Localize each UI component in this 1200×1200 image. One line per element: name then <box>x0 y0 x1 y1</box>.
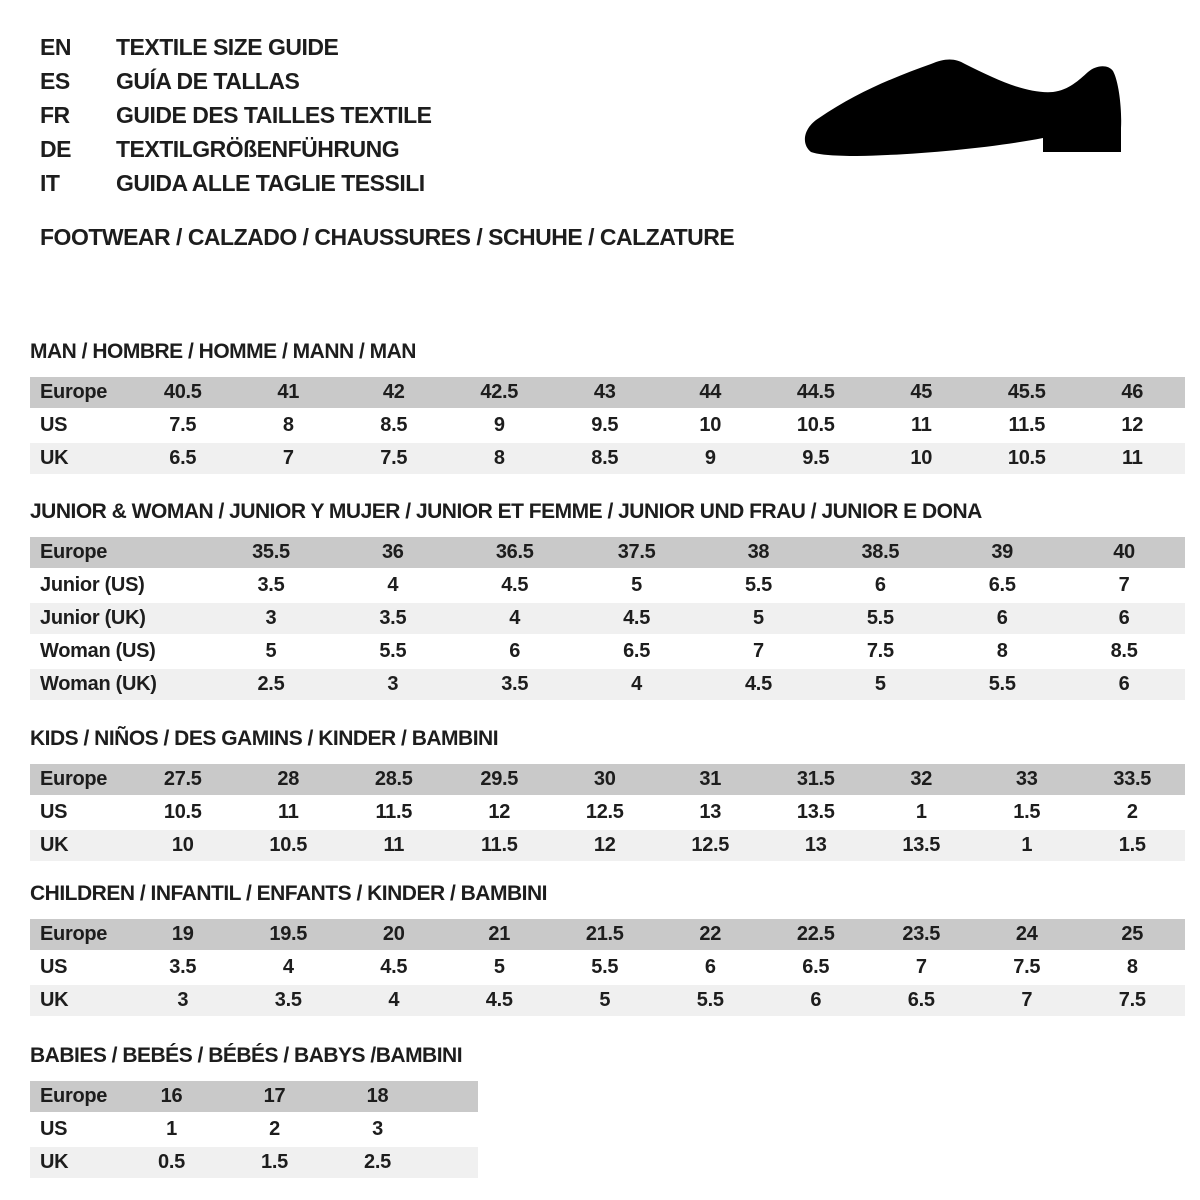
table-row <box>30 984 1185 1017</box>
size-value-cell: 44.5 <box>763 377 869 409</box>
region-label-cell: Europe <box>30 1081 120 1113</box>
size-value-cell: 2.5 <box>326 1146 429 1179</box>
size-value-cell: 11 <box>341 829 447 862</box>
size-value-cell: 6 <box>1063 602 1185 635</box>
size-value-cell: 31 <box>658 764 764 796</box>
size-value-cell: 31.5 <box>763 764 869 796</box>
section-man <box>30 340 1185 476</box>
region-label-cell: US <box>30 796 130 829</box>
size-value-cell: 11 <box>1080 442 1186 475</box>
size-value-cell: 8 <box>1080 951 1186 984</box>
size-value-cell: 45.5 <box>974 377 1080 409</box>
size-value-cell: 37.5 <box>576 537 698 569</box>
size-value-cell: 3.5 <box>210 569 332 602</box>
size-value-cell: 4 <box>454 602 576 635</box>
size-value-cell: 3.5 <box>454 668 576 701</box>
language-label: TEXTILGRÖßENFÜHRUNG <box>116 135 400 162</box>
size-value-cell: 7 <box>1063 569 1185 602</box>
size-value-cell: 2 <box>223 1113 326 1146</box>
size-value-cell: 10.5 <box>763 409 869 442</box>
language-row-it <box>40 166 432 200</box>
section-title: JUNIOR & WOMAN / JUNIOR Y MUJER / JUNIOR ET FEMME / JUNIOR UND FRAU / JUNIOR E DONA <box>30 500 982 523</box>
size-value-cell: 7 <box>698 635 820 668</box>
size-value-cell: 5.5 <box>941 668 1063 701</box>
size-value-cell: 1 <box>869 796 975 829</box>
size-table-man <box>30 377 1185 476</box>
size-value-cell: 36 <box>332 537 454 569</box>
size-value-cell: 5 <box>552 984 658 1017</box>
size-value-cell: 5 <box>447 951 553 984</box>
size-value-cell: 38.5 <box>819 537 941 569</box>
table-row <box>30 602 1185 635</box>
section-title: BABIES / BEBÉS / BÉBÉS / BABYS /BAMBINI <box>30 1044 463 1067</box>
size-value-cell: 33.5 <box>1080 764 1186 796</box>
size-value-cell: 4 <box>576 668 698 701</box>
size-value-cell: 1 <box>120 1113 223 1146</box>
size-value-cell: 40 <box>1063 537 1185 569</box>
section-title: CHILDREN / INFANTIL / ENFANTS / KINDER / BAMBINI <box>30 882 547 905</box>
size-value-cell: 7.5 <box>819 635 941 668</box>
table-header-row <box>30 377 1185 409</box>
size-value-cell: 46 <box>1080 377 1186 409</box>
region-label-cell: US <box>30 951 130 984</box>
size-value-cell: 42 <box>341 377 447 409</box>
size-value-cell: 3 <box>210 602 332 635</box>
size-value-cell: 4 <box>236 951 342 984</box>
size-value-cell: 3.5 <box>236 984 342 1017</box>
size-value-cell: 42.5 <box>447 377 553 409</box>
size-value-cell: 7.5 <box>974 951 1080 984</box>
size-value-cell: 41 <box>236 377 342 409</box>
size-value-cell: 13 <box>658 796 764 829</box>
size-value-cell: 28.5 <box>341 764 447 796</box>
size-value-cell: 9 <box>447 409 553 442</box>
size-value-cell: 7.5 <box>130 409 236 442</box>
section-kids <box>30 727 1185 863</box>
size-value-cell: 6.5 <box>941 569 1063 602</box>
size-value-cell: 6 <box>1063 668 1185 701</box>
size-value-cell: 11.5 <box>974 409 1080 442</box>
size-value-cell: 6 <box>819 569 941 602</box>
size-value-cell: 4.5 <box>576 602 698 635</box>
size-value-cell: 12 <box>447 796 553 829</box>
region-label-cell: UK <box>30 1146 120 1179</box>
size-value-cell: 5.5 <box>819 602 941 635</box>
table-row <box>30 569 1185 602</box>
size-value-cell: 3 <box>130 984 236 1017</box>
table-header-row <box>30 1081 478 1113</box>
table-row <box>30 1146 478 1179</box>
filler-cell <box>429 1081 478 1113</box>
size-value-cell: 4.5 <box>447 984 553 1017</box>
size-value-cell: 25 <box>1080 919 1186 951</box>
size-value-cell: 8.5 <box>341 409 447 442</box>
size-value-cell: 12 <box>1080 409 1186 442</box>
language-row-en <box>40 30 432 64</box>
size-value-cell: 5 <box>210 635 332 668</box>
section-title: KIDS / NIÑOS / DES GAMINS / KINDER / BAMBINI <box>30 727 499 750</box>
size-value-cell: 29.5 <box>447 764 553 796</box>
size-value-cell: 21 <box>447 919 553 951</box>
language-legend <box>40 30 432 200</box>
language-code: IT <box>40 169 60 196</box>
size-value-cell: 28 <box>236 764 342 796</box>
size-value-cell: 6 <box>941 602 1063 635</box>
section-junior-woman <box>30 500 1185 702</box>
size-value-cell: 21.5 <box>552 919 658 951</box>
language-code: ES <box>40 67 70 94</box>
region-label-cell: US <box>30 409 130 442</box>
size-value-cell: 5.5 <box>698 569 820 602</box>
size-value-cell: 5 <box>819 668 941 701</box>
size-value-cell: 5.5 <box>658 984 764 1017</box>
size-value-cell: 36.5 <box>454 537 576 569</box>
size-value-cell: 6.5 <box>869 984 975 1017</box>
language-label: GUIDE DES TAILLES TEXTILE <box>116 101 432 128</box>
size-value-cell: 4 <box>332 569 454 602</box>
region-label-cell: Woman (UK) <box>30 668 210 701</box>
size-value-cell: 45 <box>869 377 975 409</box>
size-value-cell: 3 <box>326 1113 429 1146</box>
size-table-kids <box>30 764 1185 863</box>
size-value-cell: 12.5 <box>552 796 658 829</box>
size-value-cell: 11.5 <box>341 796 447 829</box>
size-value-cell: 5 <box>576 569 698 602</box>
size-value-cell: 19.5 <box>236 919 342 951</box>
region-label-cell: Junior (US) <box>30 569 210 602</box>
size-value-cell: 7.5 <box>1080 984 1186 1017</box>
size-value-cell: 1.5 <box>1080 829 1186 862</box>
size-table-children <box>30 919 1185 1018</box>
size-value-cell: 33 <box>974 764 1080 796</box>
section-babies <box>30 1044 1185 1180</box>
size-value-cell: 8 <box>236 409 342 442</box>
size-value-cell: 19 <box>130 919 236 951</box>
size-value-cell: 10 <box>658 409 764 442</box>
table-row <box>30 668 1185 701</box>
size-value-cell: 6 <box>454 635 576 668</box>
size-value-cell: 4.5 <box>341 951 447 984</box>
table-row <box>30 829 1185 862</box>
size-value-cell: 13 <box>763 829 869 862</box>
size-value-cell: 3 <box>332 668 454 701</box>
size-value-cell: 9.5 <box>552 409 658 442</box>
table-row <box>30 951 1185 984</box>
size-value-cell: 8.5 <box>552 442 658 475</box>
size-value-cell: 24 <box>974 919 1080 951</box>
size-value-cell: 44 <box>658 377 764 409</box>
size-value-cell: 1 <box>974 829 1080 862</box>
size-value-cell: 6.5 <box>130 442 236 475</box>
table-header-row <box>30 537 1185 569</box>
size-value-cell: 8 <box>447 442 553 475</box>
size-value-cell: 11.5 <box>447 829 553 862</box>
table-row <box>30 409 1185 442</box>
size-value-cell: 2.5 <box>210 668 332 701</box>
size-value-cell: 6 <box>763 984 869 1017</box>
size-table-babies <box>30 1081 478 1180</box>
size-value-cell: 23.5 <box>869 919 975 951</box>
size-value-cell: 10 <box>869 442 975 475</box>
size-value-cell: 10.5 <box>130 796 236 829</box>
size-value-cell: 39 <box>941 537 1063 569</box>
language-label: GUÍA DE TALLAS <box>116 67 300 94</box>
size-value-cell: 5.5 <box>552 951 658 984</box>
size-value-cell: 35.5 <box>210 537 332 569</box>
size-value-cell: 13.5 <box>869 829 975 862</box>
size-value-cell: 7 <box>236 442 342 475</box>
size-value-cell: 43 <box>552 377 658 409</box>
table-row <box>30 442 1185 475</box>
table-row <box>30 635 1185 668</box>
size-value-cell: 38 <box>698 537 820 569</box>
size-value-cell: 27.5 <box>130 764 236 796</box>
language-code: FR <box>40 101 70 128</box>
size-value-cell: 9.5 <box>763 442 869 475</box>
size-value-cell: 0.5 <box>120 1146 223 1179</box>
filler-cell <box>429 1113 478 1146</box>
size-value-cell: 2 <box>1080 796 1186 829</box>
size-value-cell: 4.5 <box>454 569 576 602</box>
region-label-cell: Europe <box>30 377 130 409</box>
size-value-cell: 10.5 <box>236 829 342 862</box>
size-value-cell: 1.5 <box>223 1146 326 1179</box>
size-value-cell: 11 <box>869 409 975 442</box>
language-row-fr <box>40 98 432 132</box>
shoe-silhouette-icon <box>795 52 1145 202</box>
size-value-cell: 40.5 <box>130 377 236 409</box>
size-value-cell: 6 <box>658 951 764 984</box>
size-table-junior-woman <box>30 537 1185 702</box>
filler-cell <box>429 1146 478 1179</box>
size-value-cell: 13.5 <box>763 796 869 829</box>
size-value-cell: 11 <box>236 796 342 829</box>
section-title: MAN / HOMBRE / HOMME / MANN / MAN <box>30 340 416 363</box>
language-label: TEXTILE SIZE GUIDE <box>116 33 339 60</box>
size-value-cell: 12.5 <box>658 829 764 862</box>
table-row <box>30 1113 478 1146</box>
size-value-cell: 32 <box>869 764 975 796</box>
size-value-cell: 5.5 <box>332 635 454 668</box>
size-value-cell: 20 <box>341 919 447 951</box>
region-label-cell: Woman (US) <box>30 635 210 668</box>
size-value-cell: 4.5 <box>698 668 820 701</box>
size-value-cell: 8 <box>941 635 1063 668</box>
size-value-cell: 30 <box>552 764 658 796</box>
size-value-cell: 7.5 <box>341 442 447 475</box>
size-value-cell: 12 <box>552 829 658 862</box>
language-code: DE <box>40 135 71 162</box>
region-label-cell: Junior (UK) <box>30 602 210 635</box>
region-label-cell: US <box>30 1113 120 1146</box>
table-header-row <box>30 919 1185 951</box>
size-value-cell: 22.5 <box>763 919 869 951</box>
region-label-cell: Europe <box>30 764 130 796</box>
size-value-cell: 17 <box>223 1081 326 1113</box>
size-value-cell: 22 <box>658 919 764 951</box>
size-value-cell: 10.5 <box>974 442 1080 475</box>
size-value-cell: 4 <box>341 984 447 1017</box>
size-value-cell: 16 <box>120 1081 223 1113</box>
language-row-de <box>40 132 432 166</box>
size-value-cell: 6.5 <box>576 635 698 668</box>
category-title: FOOTWEAR / CALZADO / CHAUSSURES / SCHUHE / CALZATURE <box>40 224 735 250</box>
size-value-cell: 3.5 <box>130 951 236 984</box>
size-value-cell: 10 <box>130 829 236 862</box>
table-header-row <box>30 764 1185 796</box>
region-label-cell: UK <box>30 442 130 475</box>
size-value-cell: 18 <box>326 1081 429 1113</box>
size-value-cell: 9 <box>658 442 764 475</box>
size-value-cell: 5 <box>698 602 820 635</box>
language-row-es <box>40 64 432 98</box>
section-children <box>30 882 1185 1018</box>
size-value-cell: 7 <box>869 951 975 984</box>
language-code: EN <box>40 33 71 60</box>
size-value-cell: 7 <box>974 984 1080 1017</box>
table-row <box>30 796 1185 829</box>
region-label-cell: Europe <box>30 919 130 951</box>
size-value-cell: 1.5 <box>974 796 1080 829</box>
size-value-cell: 3.5 <box>332 602 454 635</box>
region-label-cell: UK <box>30 984 130 1017</box>
region-label-cell: Europe <box>30 537 210 569</box>
size-value-cell: 6.5 <box>763 951 869 984</box>
language-label: GUIDA ALLE TAGLIE TESSILI <box>116 169 425 196</box>
region-label-cell: UK <box>30 829 130 862</box>
size-value-cell: 8.5 <box>1063 635 1185 668</box>
